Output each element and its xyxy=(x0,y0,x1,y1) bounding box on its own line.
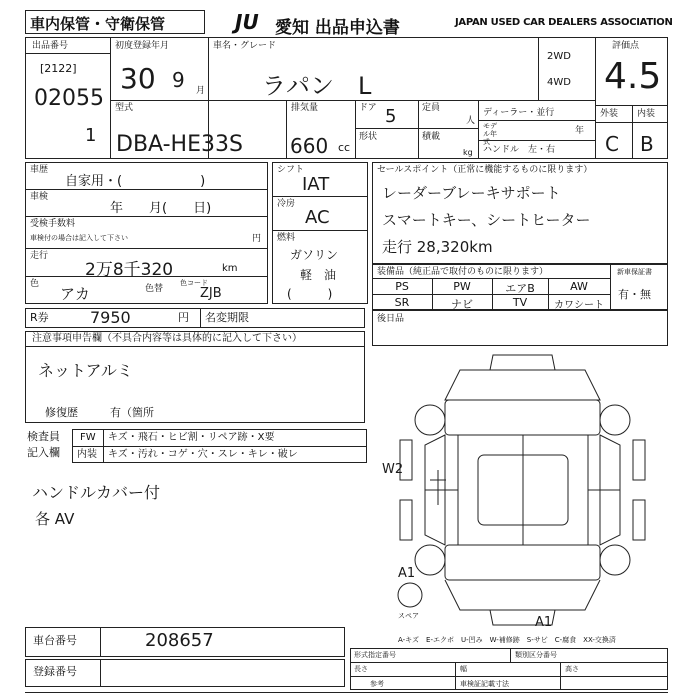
fuel-diesel: 軽 油 xyxy=(300,268,337,282)
disp-value: 660 xyxy=(290,134,329,158)
equip-aw: AW xyxy=(570,280,588,293)
chassis-value: 208657 xyxy=(145,630,214,651)
reg-year: 30 xyxy=(120,62,156,95)
form-title: 愛知 出品申込書 xyxy=(275,18,400,38)
ext-value: C xyxy=(605,132,619,156)
sales-point-label: セールスポイント（正常に機能するものに限ります） xyxy=(377,165,593,175)
name-label: 車名・グレード xyxy=(213,41,277,51)
r-ticket-row xyxy=(25,308,365,328)
car-body-diagram xyxy=(370,350,680,630)
notes-label: 注意事項申告欄（不具合内容等は具体的に記入して下さい） xyxy=(32,333,302,344)
sales-line-3: 走行 28,320km xyxy=(382,238,493,256)
equip-sr: SR xyxy=(394,296,410,309)
fw-items: キズ・飛石・ヒビ割・リペア跡・X要 xyxy=(108,432,275,443)
disp-label: 排気量 xyxy=(291,103,319,113)
r-value: 7950 xyxy=(90,308,131,327)
inspector-note-2: 各 AV xyxy=(35,510,75,528)
equip-navi: ナビ xyxy=(451,298,473,311)
name-value: ラパン L xyxy=(262,72,372,100)
door-label: ドア xyxy=(359,103,377,113)
reg-label: 初度登録年月 xyxy=(115,41,170,51)
equip-pw: PW xyxy=(453,280,471,293)
sales-line-2: スマートキー、シートヒーター xyxy=(382,211,591,229)
inspect-label: 車検 xyxy=(30,192,49,202)
int-check-items: キズ・汚れ・コゲ・穴・スレ・キレ・破レ xyxy=(108,449,298,460)
mark-a1-bottom: A1 xyxy=(535,615,553,630)
color-value: アカ xyxy=(60,285,90,303)
height-label: 高さ xyxy=(565,665,579,673)
model-year-label: モデル年式 xyxy=(483,122,497,146)
new-car-label: 新車保証書 xyxy=(617,268,652,276)
reg-number-label: 登録番号 xyxy=(33,665,77,678)
mileage-unit: km xyxy=(222,263,238,274)
int-value: B xyxy=(640,132,654,156)
load-unit: kg xyxy=(463,148,473,157)
cap-unit: 人 xyxy=(466,116,476,126)
receive-label: 受検手数料 xyxy=(30,219,76,229)
equip-airbag: エアB xyxy=(505,282,535,295)
cert-label: 車検証記載寸法 xyxy=(460,680,509,688)
equip-tv: TV xyxy=(512,296,528,309)
cap-label: 定員 xyxy=(422,103,441,113)
year-unit: 年 xyxy=(575,126,585,136)
fw-label: FW xyxy=(80,432,96,443)
reg-month: 9 xyxy=(172,68,185,92)
length-label: 長さ xyxy=(354,665,368,673)
repair-value: 有（箇所 xyxy=(110,406,154,419)
mark-w2: W2 xyxy=(382,462,404,477)
fuel-value: ガソリン xyxy=(290,248,339,262)
color-code-value: ZJB xyxy=(200,286,222,301)
fuel-other: ( ) xyxy=(287,287,333,301)
grade-label: 評価点 xyxy=(612,41,640,51)
after-label: 後日品 xyxy=(377,314,405,324)
history-value: 自家用・( ) xyxy=(65,174,206,189)
receive-note: 車検付の場合は記入して下さい xyxy=(30,234,128,242)
int-check-label: 内装 xyxy=(77,449,97,460)
notes-value: ネットアルミ xyxy=(38,361,133,380)
shift-label: シフト xyxy=(277,165,305,175)
repair-label: 修復歴 xyxy=(45,406,78,419)
equip-leather: カワシート xyxy=(554,300,604,311)
ju-logo: JU xyxy=(235,10,259,34)
r-unit: 円 xyxy=(178,311,189,324)
form-cert-label: 形式指定番号 xyxy=(354,651,396,659)
equipment-label: 装備品（純正品で取付のものに限ります） xyxy=(377,267,549,277)
dealer-label: ディーラー・並行 xyxy=(483,108,555,118)
form-title-en: JAPAN USED CAR DEALERS ASSOCIATION xyxy=(455,17,673,28)
mark-a1-left: A1 xyxy=(398,566,416,581)
lot-label: 出品番号 xyxy=(32,41,69,51)
spec-block xyxy=(350,648,668,690)
reg-month-unit: 月 xyxy=(196,86,206,96)
class-label: 類別区分番号 xyxy=(515,651,557,659)
shift-value: IAT xyxy=(302,174,330,195)
disp-unit: cc xyxy=(338,141,351,154)
load-label: 積載 xyxy=(422,132,441,142)
equip-ps: PS xyxy=(395,280,409,293)
lot-extra: 1 xyxy=(85,125,97,146)
history-label: 車歴 xyxy=(30,165,49,175)
inspect-value: 年 月( 日) xyxy=(110,201,212,216)
ref-label: 参考 xyxy=(370,680,384,688)
door-value: 5 xyxy=(385,106,397,127)
ac-label: 冷房 xyxy=(277,199,296,209)
type-label: 型式 xyxy=(115,103,134,113)
mileage-value: 2万8千320 xyxy=(85,260,174,280)
type-value: DBA-HE33S xyxy=(116,132,243,157)
damage-legend: A-キズ E-エクボ U-凹み W-補修跡 S-サビ C-腐食 XX-交換済 xyxy=(398,636,616,644)
after-items-block xyxy=(372,310,668,346)
ext-label: 外装 xyxy=(600,109,619,119)
lot-number: 02055 xyxy=(34,86,104,111)
lot-small: [2122] xyxy=(40,62,77,75)
drive-2wd: 2WD xyxy=(547,51,571,62)
title-change-label: 名変期限 xyxy=(205,311,249,324)
header-badge-text: 車内保管・守衛保管 xyxy=(30,15,166,33)
shape-label: 形状 xyxy=(359,132,378,142)
r-label: R券 xyxy=(30,311,49,324)
width-label: 幅 xyxy=(460,665,467,673)
inspector-note-1: ハンドルカバー付 xyxy=(32,483,161,502)
receive-unit: 円 xyxy=(252,234,262,244)
int-label: 内装 xyxy=(637,109,656,119)
inspector-label-2: 記入欄 xyxy=(27,446,60,459)
color-label: 色 xyxy=(30,279,40,289)
spare-label: スペア xyxy=(398,612,419,620)
ac-value: AC xyxy=(305,207,330,228)
chassis-label: 車台番号 xyxy=(33,634,77,647)
fuel-label: 燃料 xyxy=(277,233,296,243)
sales-line-1: レーダーブレーキサポート xyxy=(382,184,561,202)
handle-label: ハンドル 左・右 xyxy=(483,145,556,155)
new-car-value: 有・無 xyxy=(618,288,651,301)
mileage-label: 走行 xyxy=(30,251,49,261)
grade-value: 4.5 xyxy=(604,56,662,97)
color-change-label: 色替 xyxy=(145,284,164,294)
drive-4wd: 4WD xyxy=(547,77,571,88)
color-code-label: 色コード xyxy=(180,279,208,287)
inspector-label-1: 検査員 xyxy=(27,430,60,443)
